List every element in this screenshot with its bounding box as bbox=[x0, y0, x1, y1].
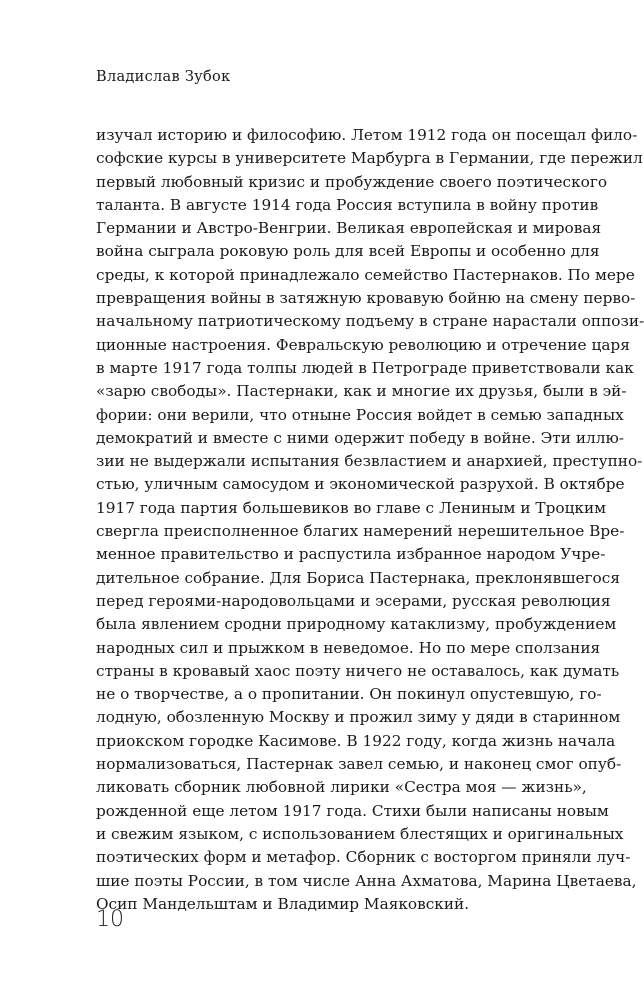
text-line: свергла преисполненное благих намерений нерешительное Вре- bbox=[96, 522, 625, 541]
text-line: приокском городке Касимове. В 1922 году, когда жизнь начала bbox=[96, 731, 616, 750]
text-line: была явлением сродни природному катаклизму, пробуждением bbox=[96, 615, 617, 634]
text-line: изучал историю и философию. Летом 1912 года он посещал фило- bbox=[96, 126, 638, 144]
text-line: фории: они верили, что отныне Россия войдет в семью западных bbox=[96, 405, 624, 424]
text-line: и свежим языком, с использованием блестящих и оригинальных bbox=[96, 824, 624, 843]
text-line: начальному патриотическому подъему в стране нарастали оппози- bbox=[96, 312, 644, 331]
text-line: первый любовный кризис и пробуждение своего поэтического bbox=[96, 172, 608, 191]
page-number: 10 bbox=[96, 907, 124, 932]
text-line: «зарю свободы». Пастернаки, как и многие их друзья, были в эй- bbox=[96, 382, 627, 401]
text-line: 1917 года партия большевиков во главе с Лениным и Троцким bbox=[96, 498, 607, 517]
running-head-author: Владислав Зубок bbox=[96, 69, 231, 85]
text-line: народных сил и прыжком в неведомое. Но по мере сползания bbox=[96, 638, 601, 657]
text-line: софские курсы в университете Марбурга в Германии, где пережил bbox=[96, 149, 643, 168]
text-line: в марте 1917 года толпы людей в Петрограде приветствовали как bbox=[96, 358, 634, 377]
text-line: не о творчестве, а о пропитании. Он покинул опустевшую, го- bbox=[96, 685, 602, 704]
text-line: среды, к которой принадлежало семейство Пастернаков. По мере bbox=[96, 265, 635, 284]
text-line: ликовать сборник любовной лирики «Сестра моя — жизнь», bbox=[96, 778, 587, 797]
text-line: шие поэты России, в том числе Анна Ахматова, Марина Цветаева, bbox=[96, 871, 637, 890]
text-line-last: Осип Мандельштам и Владимир Маяковский. bbox=[96, 894, 470, 913]
text-line: зии не выдержали испытания безвластием и анархией, преступно- bbox=[96, 452, 643, 471]
text-line: менное правительство и распустила избранное народом Учре- bbox=[96, 545, 606, 564]
text-line: Германии и Австро-Венгрии. Великая европейская и мировая bbox=[96, 219, 602, 238]
text-line: рожденной еще летом 1917 года. Стихи были написаны новым bbox=[96, 801, 609, 820]
text-line: стью, уличным самосудом и экономической разрухой. В октябре bbox=[96, 475, 625, 494]
text-line: лодную, обозленную Москву и прожил зиму у дяди в старинном bbox=[96, 708, 621, 727]
text-line: нормализоваться, Пастернак завел семью, и наконец смог опуб- bbox=[96, 755, 622, 774]
text-line: превращения войны в затяжную кровавую бойню на смену перво- bbox=[96, 289, 636, 308]
text-line: война сыграла роковую роль для всей Европы и особенно для bbox=[96, 242, 600, 261]
text-line: дительное собрание. Для Бориса Пастернака, преклонявшегося bbox=[96, 568, 620, 587]
text-line: страны в кровавый хаос поэту ничего не оставалось, как думать bbox=[96, 661, 620, 680]
text-line: ционные настроения. Февральскую революцию и отречение царя bbox=[96, 335, 630, 354]
text-line: демократий и вместе с ними одержит победу в войне. Эти иллю- bbox=[96, 428, 624, 447]
text-line: таланта. В августе 1914 года Россия вступила в войну против bbox=[96, 195, 599, 214]
text-line: поэтических форм и метафор. Сборник с восторгом приняли луч- bbox=[96, 848, 631, 867]
body-text bbox=[96, 124, 644, 916]
text-line: перед героями-народовольцами и эсерами, русская революция bbox=[96, 591, 611, 610]
